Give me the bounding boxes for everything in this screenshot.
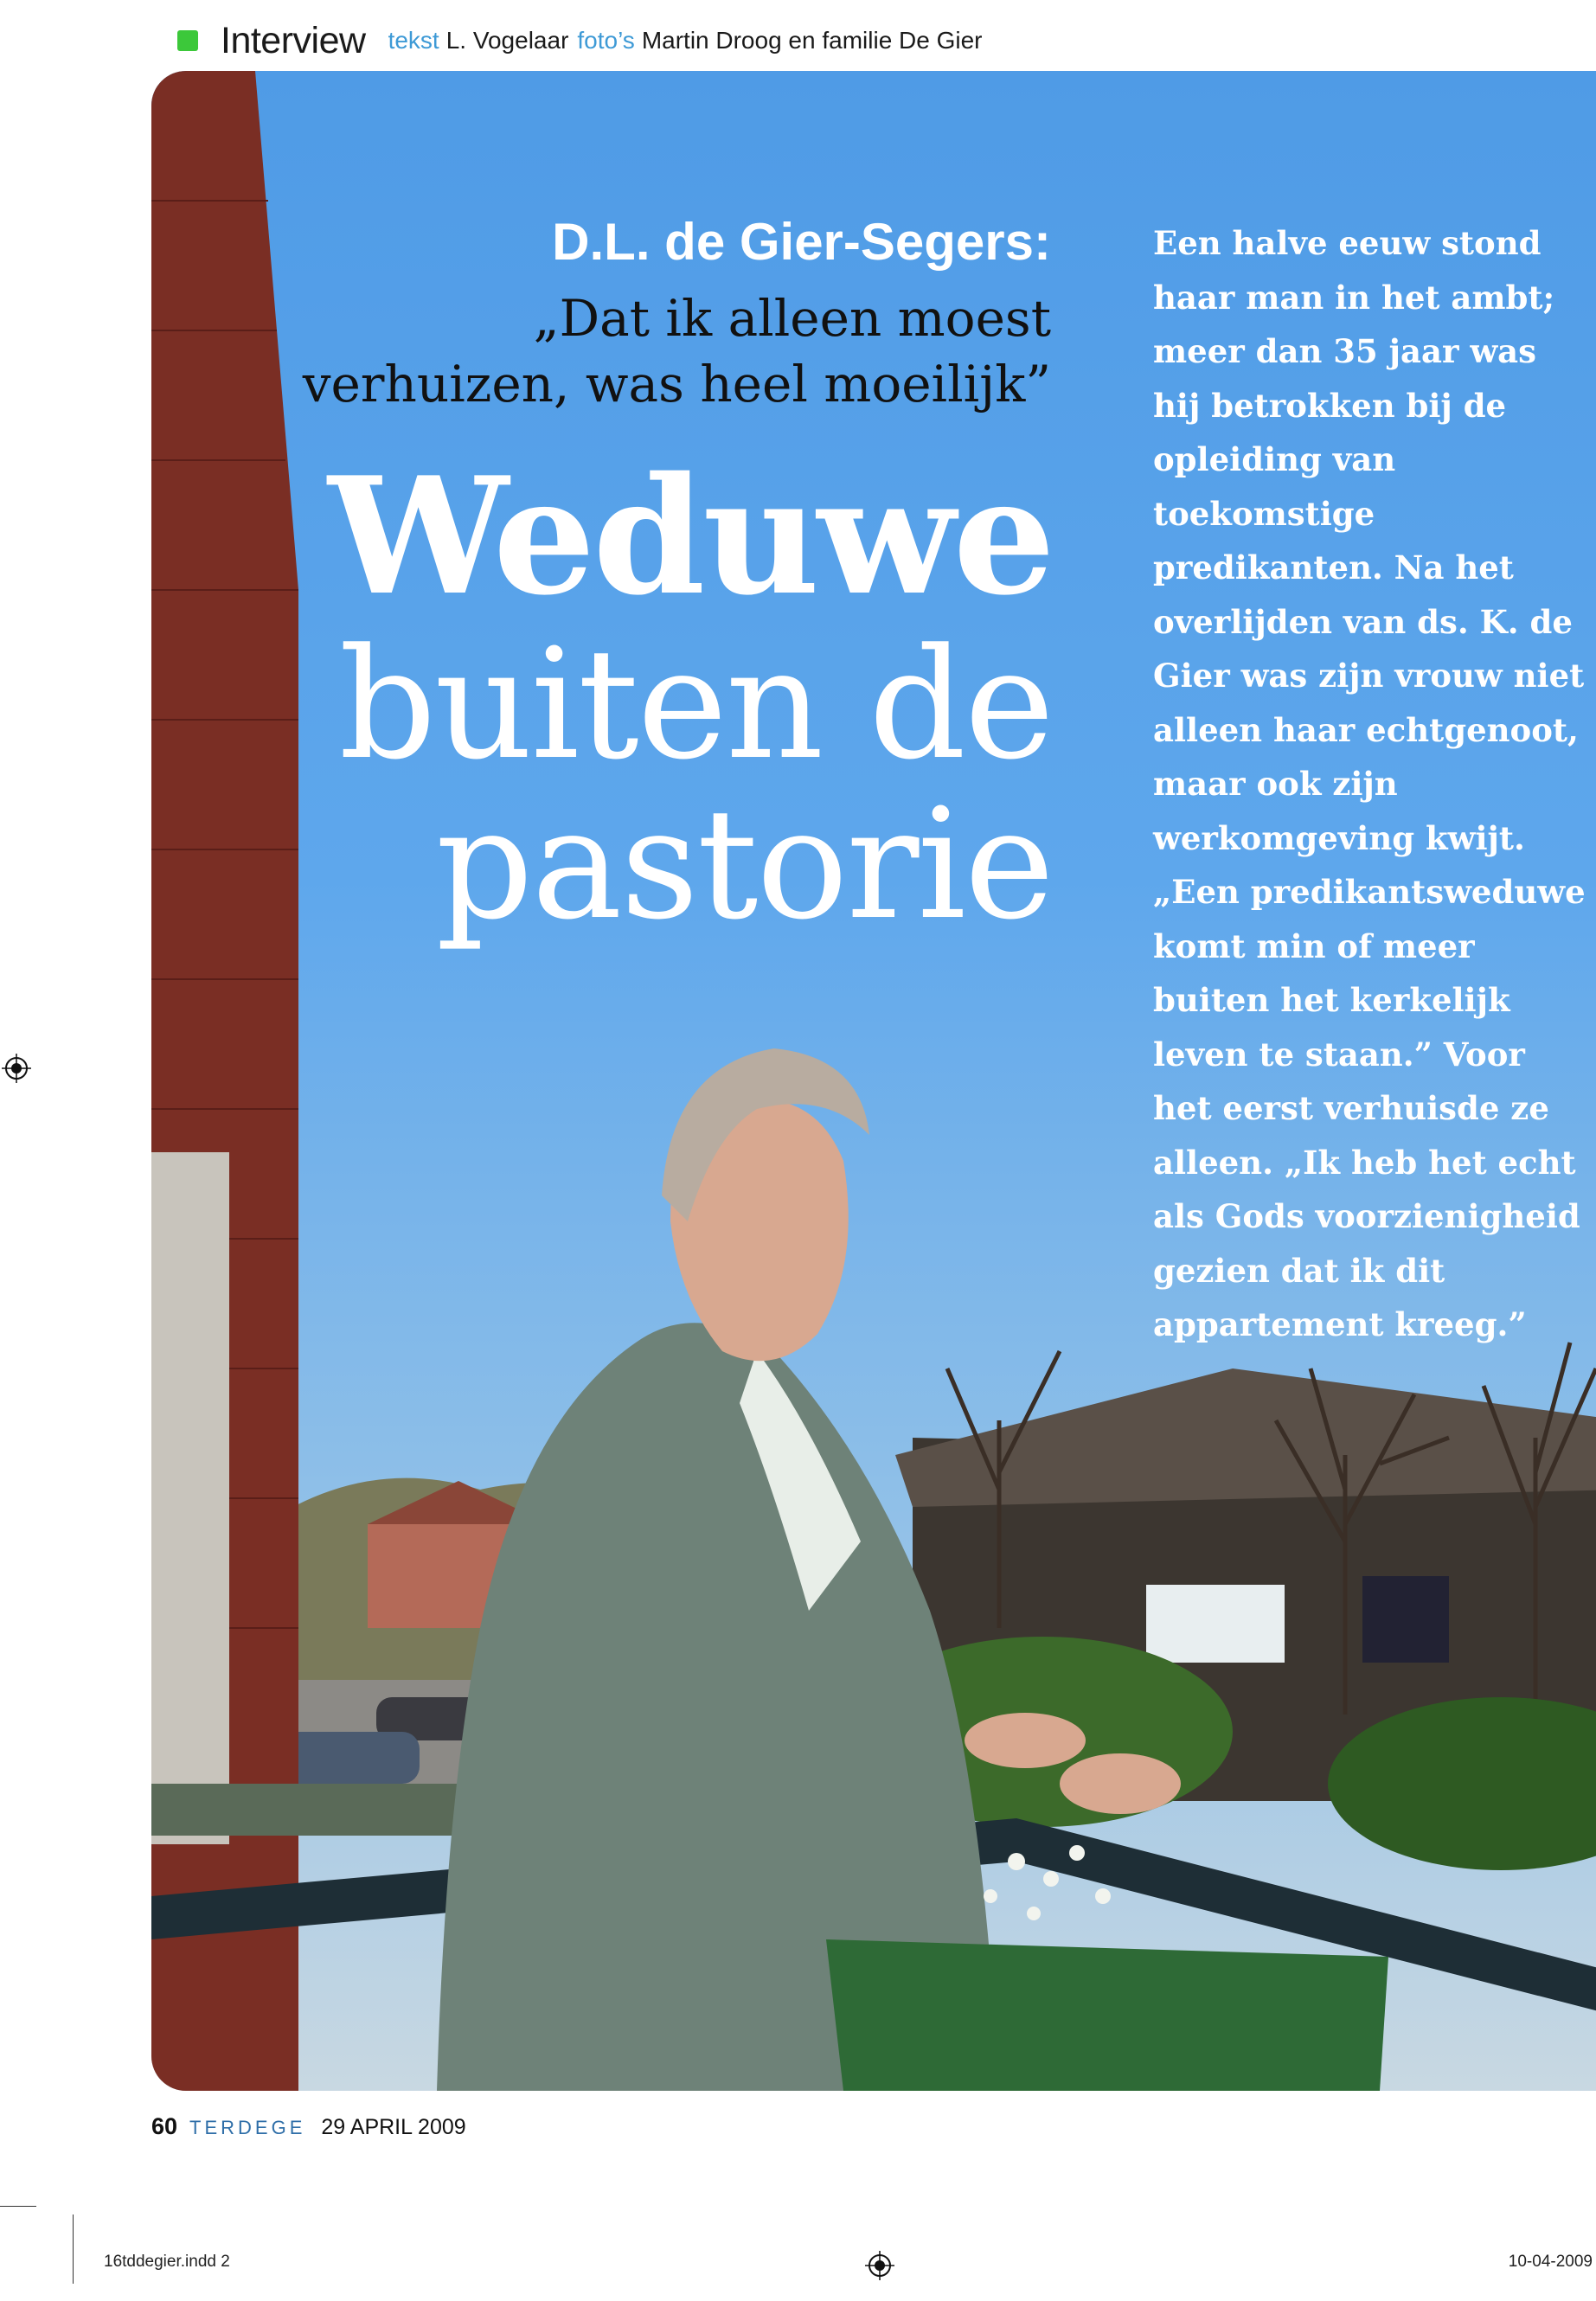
crop-mark (73, 2214, 74, 2284)
photo-credit-names: Martin Droog en familie De Gier (641, 27, 983, 54)
pull-quote-line: verhuizen, was heel moeilijk” (302, 355, 1051, 413)
text-credit-label: tekst (388, 27, 439, 54)
page-number: 60 (151, 2113, 178, 2139)
registration-mark-icon (865, 2251, 894, 2280)
crop-mark (0, 2206, 36, 2207)
slug-date: 10-04-2009 (1508, 2253, 1593, 2271)
headline-line-1: Weduwe (328, 441, 1053, 631)
headline-line-2: buiten de (338, 616, 1053, 793)
page-footer (151, 2113, 466, 2140)
running-header (177, 19, 991, 62)
section-marker-icon (177, 30, 198, 51)
pull-quote (272, 285, 1051, 417)
interviewee-name: D.L. de Gier-Segers: (552, 213, 1051, 271)
intro-paragraph: Een halve eeuw stond haar man in het ambt; meer dan 35 jaar was hij betrokken bij de opleiding van toekomstige predikanten. Na het overlijden van ds. K. de Gier was zijn vrouw niet alleen haar echtgenoot, maar ook zijn werkomgeving kwijt. „Een predikantsweduwe komt min of meer buiten het kerkelijk leven te staan.” Voor het eerst verhuisde ze alleen. „Ik heb het echt als Gods voorzienigheid gezien dat ik dit appartement kreeg.” (1153, 224, 1586, 1343)
registration-mark-icon (2, 1054, 31, 1083)
slug-filename: 16tddegier.indd 2 (104, 2253, 230, 2271)
section-label: Interview (221, 19, 366, 61)
issue-date: 29 APRIL 2009 (321, 2115, 466, 2139)
magazine-name: TERDEGE (189, 2117, 306, 2138)
text-credit-author: L. Vogelaar (445, 27, 569, 54)
photo-credit-label: foto’s (577, 27, 635, 54)
pull-quote-line: „Dat ik alleen moest (533, 289, 1051, 348)
headline-line-3: pastorie (435, 776, 1053, 953)
